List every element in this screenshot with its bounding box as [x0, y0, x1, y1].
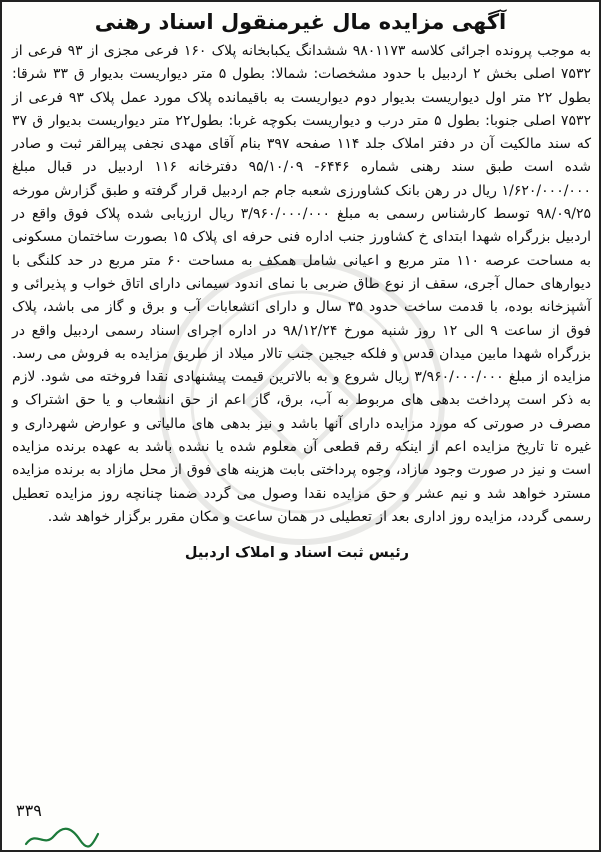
notice-title: آگهی مزایده مال غیرمنقول اسناد رهنی: [94, 10, 507, 34]
signature-line: رئیس ثبت اسناد و املاک اردبیل: [184, 545, 409, 562]
page-number: ۳۳۹: [16, 801, 42, 820]
notice-body: به موجب پرونده اجرائی کلاسه ۹۸۰۱۱۷۳ ششدانگ یکبابخانه پلاک ۱۶۰ فرعی مجزی از ۹۳ فرعی از ۷۵۳۲ اصلی بخش ۲ اردبیل با حدود مشخصات: شمالا: بطول ۵ متر دیواریست بدیوار ق ۳۳ شرقا: بطول ۲۲ متر اول دیواریست بدیوار دوم دیواریست به باقیمانده پلاک مورد عمل پلاک ۹۳ فرعی از ۷۵۳۲ اصلی جنوبا: بطول ۵ متر درب و دیواریست بکوچه غربا: بطول۲۲ متر دیواریست بدیوار ق ۳۷ که سند مالکیت آن در دفتر املاک جلد ۱۱۴ صفحه ۳۹۷ بنام آقای مهدی نجفی پیرالقر ثبت و صادر شده است طبق سند رهنی شماره ۶۴۴۶- ۹۵/۱۰/۰۹ دفترخانه ۱۱۶ اردبیل در قبال مبلغ ۱/۶۲۰/۰۰۰/۰۰۰ ریال در رهن بانک کشاورزی شعبه جام جم اردبیل قرار گرفته و طبق گزارش مورخه ۹۸/۰۹/۲۵ توسط کارشناس رسمی به مبلغ ۳/۹۶۰/۰۰۰/۰۰۰ ریال ارزیابی شده پلاک فوق واقع در اردبیل بزرگراه شهدا ابتدای خ کشاورز جنب اداره فنی حرفه ای پلاک ۱۵ بصورت ساختمان مسکونی به مساحت عرصه ۱۱۰ متر مربع و اعیانی شامل همکف به مساحت ۶۰ متر مربع در حد کلنگی با دیوارهای حمال آجری، سقف از نوع طاق ضربی با نمای اندود سیمانی دارای اتاق خواب و پذیرائی و آشپزخانه بوده، با قدمت ساخت حدود ۳۵ سال و دارای انشعابات آب و برق و گاز می باشد، پلاک فوق از ساعت ۹ الی ۱۲ روز شنبه مورخ ۹۸/۱۲/۲۴ در اداره اجرای اسناد رسمی اردبیل واقع در بزرگراه شهدا مابین میدان قدس و فلکه جیجین جنب تالار میلاد از طریق مزایده به فروش می رسد. مزایده از مبلغ ۳/۹۶۰/۰۰۰/۰۰۰ ریال شروع و به بالاترین قیمت پیشنهادی نقدا فروخته می شود. لازم به ذکر است پرداخت بدهی های مربوط به آب، برق، گاز اعم از حق انشعاب و یا حق اشتراک و مصرف در صورتی که مورد مزایده دارای آنها باشد و نیز بدهی های مالیاتی و عوارض شهرداری و غیره تا تاریخ مزایده اعم از اینکه رقم قطعی آن معلوم شده یا نشده باشد به عهده برنده مزایده است و نیز در صورت وجود مازاد، وجوه پرداختی بابت هزینه های فوق از محل مازاد به برنده مزایده مسترد خواهد شد و نیم عشر و حق مزایده نقدا وصول می گردد ضمنا چنانچه روز مزایده تعطیل رسمی گردد، مزایده روز اداری بعد از تعطیلی در همان ساعت و مکان مقرر برگزار خواهد شد.: [12, 43, 592, 525]
handwritten-mark: [22, 824, 102, 850]
